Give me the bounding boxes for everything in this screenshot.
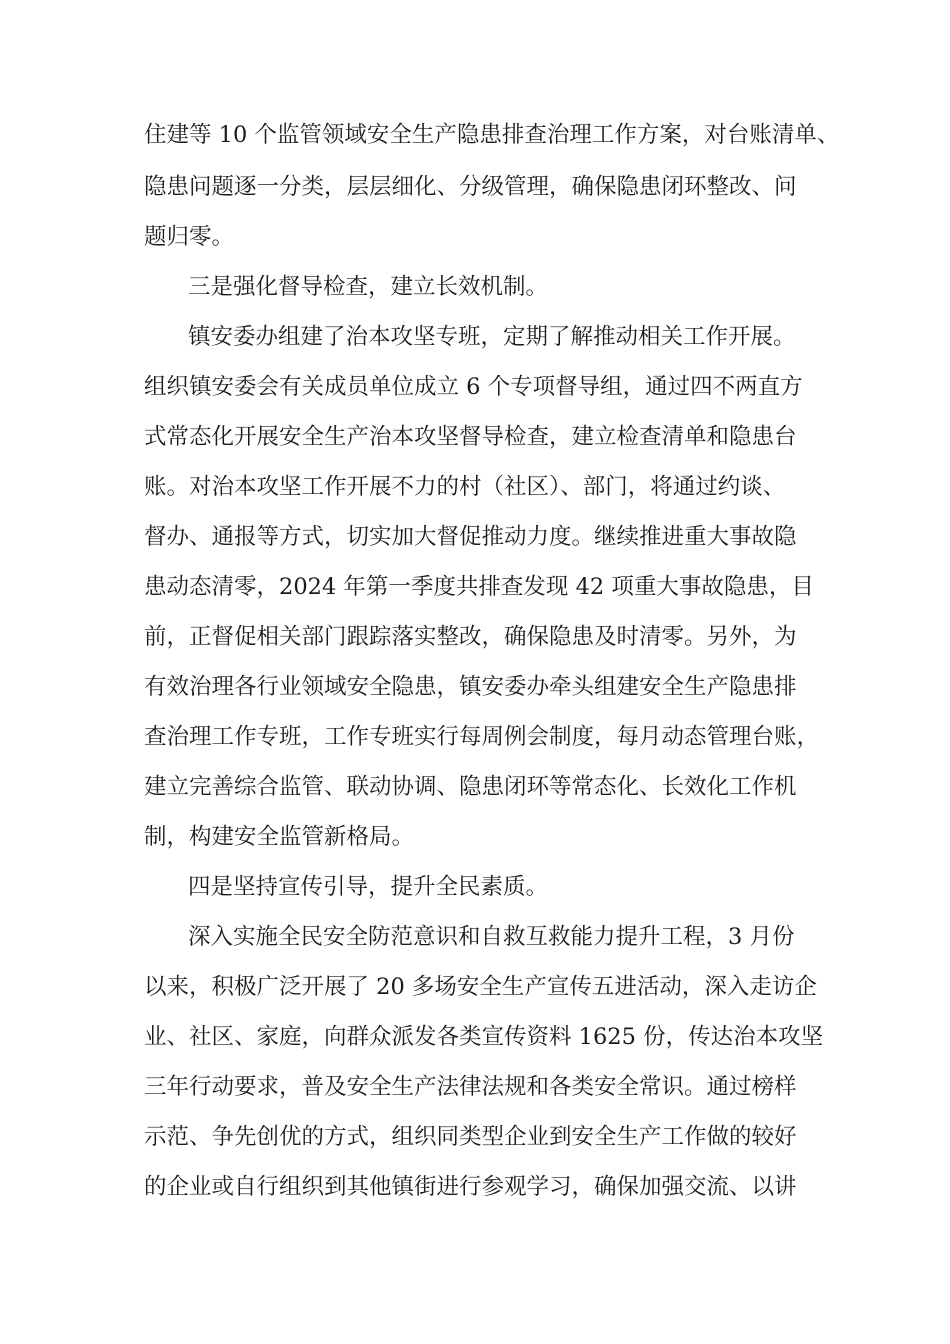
text-line: 的企业或自行组织到其他镇街进行参观学习，确保加强交流、以讲	[144, 1174, 797, 1200]
text-line: 账。对治本攻坚工作开展不力的村（社区）、部门，将通过约谈、	[144, 474, 786, 500]
text-line: 深入实施全民安全防范意识和自救互救能力提升工程，3 月份	[188, 924, 795, 950]
text-line: 镇安委办组建了治本攻坚专班，定期了解推动相关工作开展。	[188, 324, 796, 350]
text-line: 建立完善综合监管、联动协调、隐患闭环等常态化、长效化工作机	[144, 774, 797, 800]
text-line: 题归零。	[144, 224, 235, 250]
text-line: 示范、争先创优的方式，组织同类型企业到安全生产工作做的较好	[144, 1124, 797, 1150]
text-line: 以来，积极广泛开展了 20 多场安全生产宣传五进活动，深入走访企	[144, 974, 817, 1000]
text-line: 有效治理各行业领域安全隐患，镇安委办牵头组建安全生产隐患排	[144, 674, 797, 700]
text-line: 督办、通报等方式，切实加大督促推动力度。继续推进重大事故隐	[144, 524, 797, 550]
text-line: 隐患问题逐一分类，层层细化、分级管理，确保隐患闭环整改、问	[144, 174, 797, 200]
section-heading: 四是坚持宣传引导，提升全民素质。	[188, 874, 549, 900]
text-line: 住建等 10 个监管领域安全生产隐患排查治理工作方案，对台账清单、	[144, 122, 840, 148]
text-line: 组织镇安委会有关成员单位成立 6 个专项督导组，通过四不两直方	[144, 374, 803, 400]
text-line: 患动态清零，2024 年第一季度共排查发现 42 项重大事故隐患，目	[144, 574, 814, 600]
text-line: 制，构建安全监管新格局。	[144, 824, 415, 850]
text-line: 业、社区、家庭，向群众派发各类宣传资料 1625 份，传达治本攻坚	[144, 1024, 824, 1050]
text-line: 三年行动要求，普及安全生产法律法规和各类安全常识。通过榜样	[144, 1074, 797, 1100]
text-line: 前，正督促相关部门跟踪落实整改，确保隐患及时清零。另外，为	[144, 624, 797, 650]
text-line: 查治理工作专班，工作专班实行每周例会制度，每月动态管理台账，	[144, 724, 820, 750]
text-line: 式常态化开展安全生产治本攻坚督导检查，建立检查清单和隐患台	[144, 424, 797, 450]
section-heading: 三是强化督导检查，建立长效机制。	[188, 274, 549, 300]
